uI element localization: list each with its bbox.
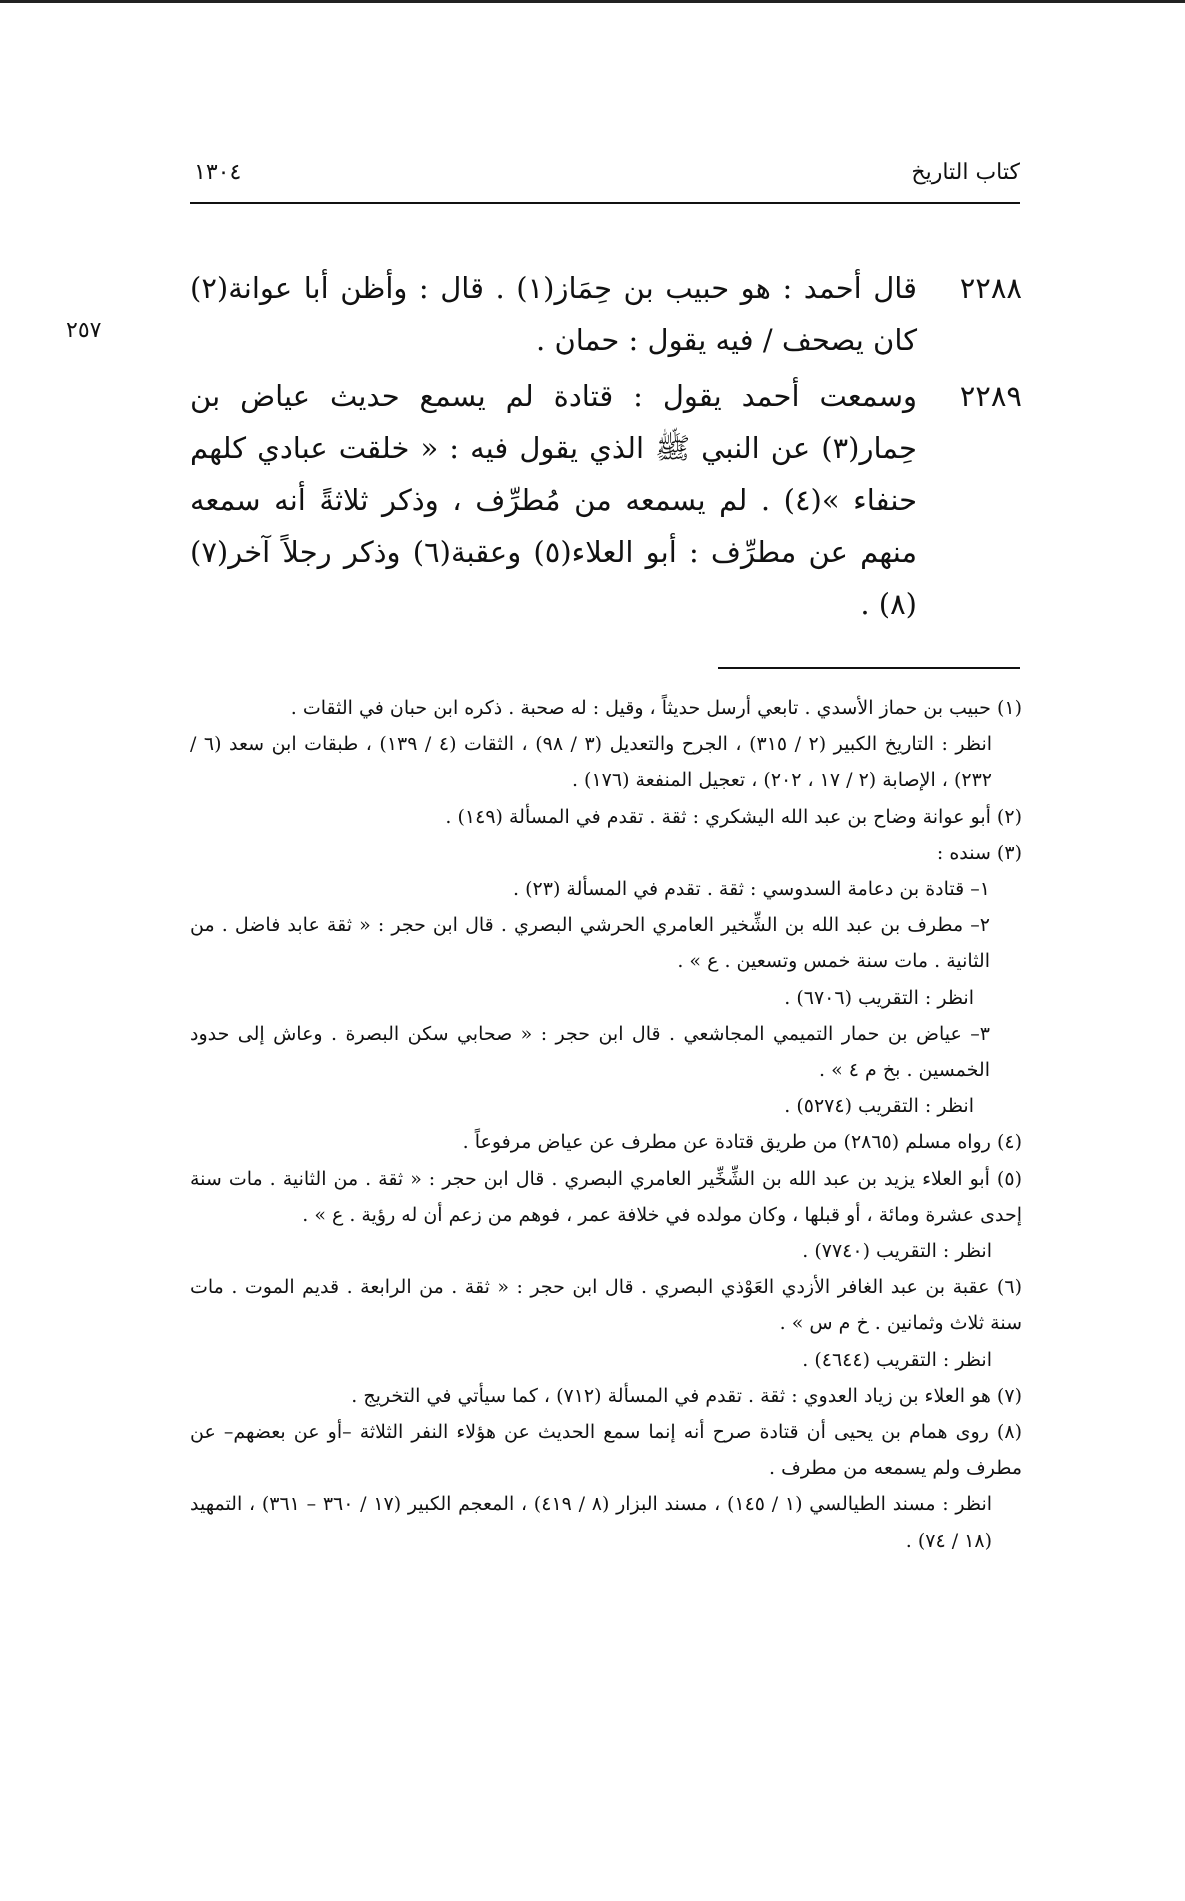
footnote-5-refs: انظر : التقريب (٧٧٤٠) . (802, 1240, 992, 1263)
top-border-line (0, 0, 1185, 3)
footnote-3-item-2: ٢– مطرف بن عبد الله بن الشِّخير العامري الحرشي البصري . قال ابن حجر : « ثقة عابد فاضل . من الثانية . مات سنة خمس وتسعين . ع » . (190, 914, 990, 973)
footnote-6: (٦) عقبة بن عبد الغافر الأزدي العَوْذي البصري . قال ابن حجر : « ثقة . من الرابعة . قديم الموت . مات سنة ثلاث وثمانين . خ م س » . (190, 1276, 1022, 1335)
footnote-6-refs: انظر : التقريب (٤٦٤٤) . (802, 1348, 992, 1371)
footnotes (190, 690, 1022, 1559)
entry-text: قال أحمد : هو حبيب بن حِمَاز(١) . قال : وأظن أبا عوانة(٢) كان يصحف / فيه يقول : حمان . (190, 271, 918, 357)
footnote-3: (٣) سنده : (936, 841, 1022, 864)
footnote-8: (٨) روى همام بن يحيى أن قتادة صرح أنه إنما سمع الحديث عن هؤلاء النفر الثلاثة –أو عن بعضهم– عن مطرف ولم يسمعه من مطرف . (190, 1421, 1022, 1480)
book-title: كتاب التاريخ (911, 160, 1020, 185)
footnote-3-item-3: ٣– عياض بن حمار التميمي المجاشعي . قال ابن حجر : « صحابي سكن البصرة . وعاش إلى حدود الخمسين . بخ م ٤ » . (190, 1022, 990, 1082)
main-text (190, 262, 1022, 634)
footnote-8-refs: انظر : مسند الطيالسي (١ / ١٤٥) ، مسند البزار (٨ / ٤١٩) ، المعجم الكبير (١٧ / ٣٦٠ – ٣٦١) ، التمهيد (١٨ / ٧٤) . (190, 1493, 993, 1552)
footnote-3-item-3-refs: انظر : التقريب (٥٢٧٤) . (784, 1095, 974, 1118)
footnote-5: (٥) أبو العلاء يزيد بن عبد الله بن الشِّخِّير العامري البصري . قال ابن حجر : « ثقة . من الثانية . مات سنة إحدى عشرة ومائة ، أو قبلها ، وكان مولده في خلافة عمر ، فوهم من زعم أن له رؤية . ع » . (190, 1167, 1022, 1226)
entry-number: ٢٢٨٨ (959, 271, 1022, 305)
page-header (190, 158, 1020, 204)
footnote-3-item-2-refs: انظر : التقريب (٦٧٠٦) . (784, 986, 974, 1009)
footnote-1: (١) حبيب بن حماز الأسدي . تابعي أرسل حديثاً ، وقيل : له صحبة . ذكره ابن حبان في الثقات . (290, 697, 1022, 719)
entry-text: وسمعت أحمد يقول : قتادة لم يسمع حديث عياض بن حِمار(٣) عن النبي ﷺ الذي يقول فيه : « خلقت عبادي كلهم حنفاء »(٤) . لم يسمعه من مُطرِّف ، وذكر ثلاثةً أنه سمعه منهم عن مطرِّف : أبو العلاء(٥) وعقبة(٦) وذكر رجلاً آخر(٧)(٨) . (190, 379, 918, 621)
entry-2289 (190, 370, 1022, 630)
entry-number: ٢٢٨٩ (959, 379, 1022, 413)
footnote-3-item-1: ١– قتادة بن دعامة السدوسي : ثقة . تقدم في المسألة (٢٣) . (513, 878, 990, 901)
margin-page-number: ٢٥٧ (66, 318, 102, 343)
footnote-4: (٤) رواه مسلم (٢٨٦٥) من طريق قتادة عن مطرف عن عياض مرفوعاً . (462, 1131, 1022, 1154)
footnote-1-refs: انظر : التاريخ الكبير (٢ / ٣١٥) ، الجرح والتعديل (٣ / ٩٨) ، الثقات (٤ / ١٣٩) ، طبقات ابن سعد (٦ / ٢٣٢) ، الإصابة (٢ / ١٧ ، ٢٠٢) ، تعجيل المنفعة (١٧٦) . (190, 733, 993, 792)
footnote-2: (٢) أبو عوانة وضاح بن عبد الله اليشكري : ثقة . تقدم في المسألة (١٤٩) . (445, 805, 1022, 828)
entry-2288 (190, 262, 1022, 366)
page-number: ١٣٠٤ (194, 160, 242, 185)
footnote-separator (718, 667, 1020, 669)
footnote-7: (٧) هو العلاء بن زياد العدوي : ثقة . تقدم في المسألة (٧١٢) ، كما سيأتي في التخريج . (351, 1384, 1022, 1407)
